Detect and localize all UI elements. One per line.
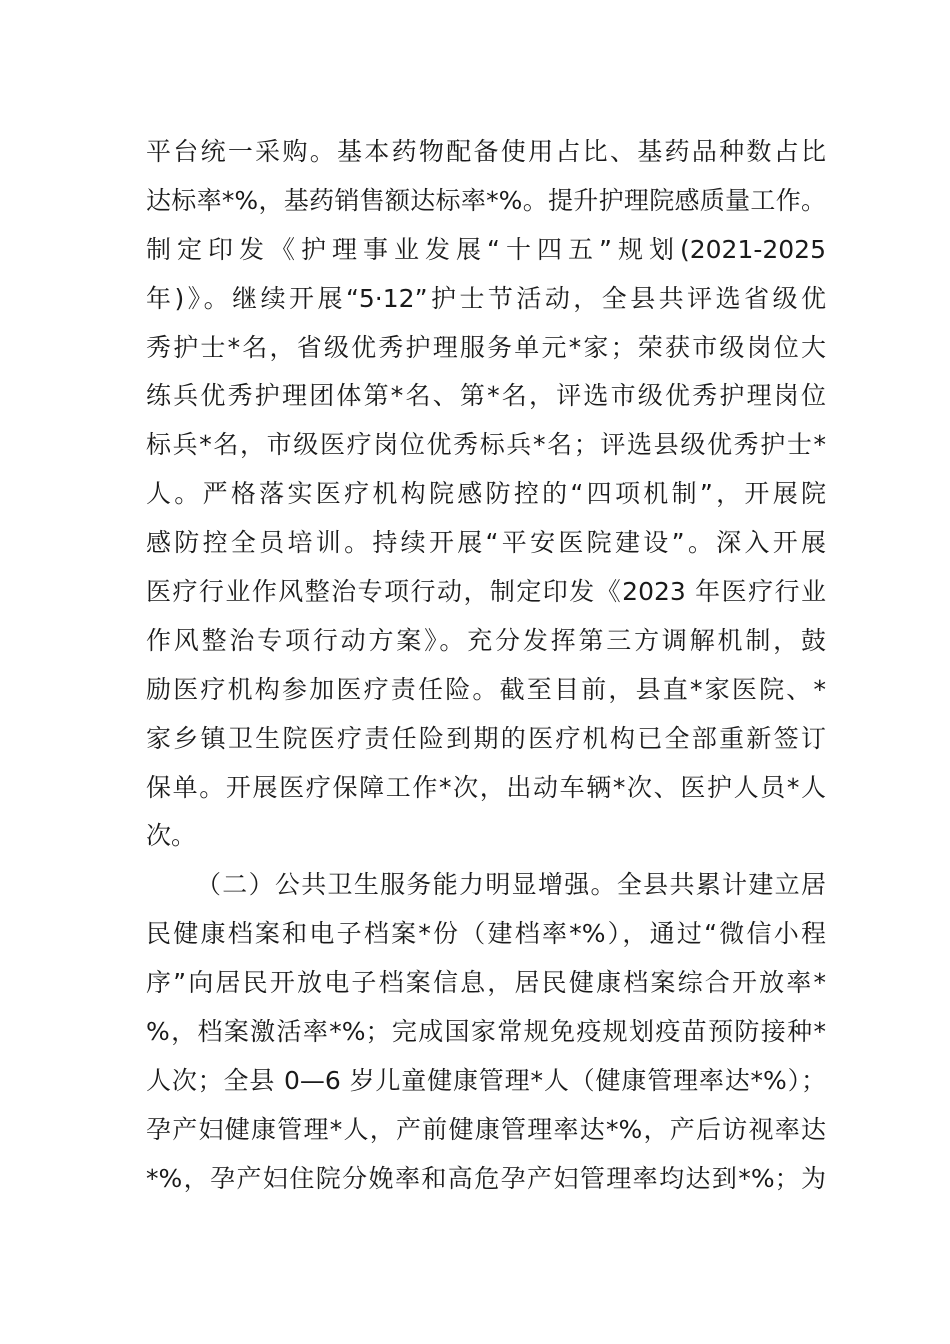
text-line: *%，孕产妇住院分娩率和高危孕产妇管理率均达到*%；为 — [146, 1163, 826, 1193]
text-line: 人。严格落实医疗机构院感防控的“四项机制”，开展院 — [146, 479, 826, 509]
paragraph-end-line: 次。 — [146, 821, 197, 851]
text-line: 保单。开展医疗保障工作*次，出动车辆*次、医护人员*人 — [146, 772, 826, 802]
text-line: 人次；全县 0—6 岁儿童健康管理*人（健康管理率达*%）； — [146, 1065, 826, 1095]
text-line: 家乡镇卫生院医疗责任险到期的医疗机构已全部重新签订 — [146, 723, 826, 753]
text-line: 孕产妇健康管理*人，产前健康管理率达*%，产后访视率达 — [146, 1114, 826, 1144]
text-line: 励医疗机构参加医疗责任险。截至目前，县直*家医院、* — [146, 674, 826, 704]
text-line: 年)》。继续开展“5·12”护士节活动，全县共评选省级优 — [146, 283, 826, 313]
text-line: 医疗行业作风整治专项行动，制定印发《2023 年医疗行业 — [146, 577, 826, 607]
text-line: 标兵*名，市级医疗岗位优秀标兵*名；评选县级优秀护士* — [146, 430, 826, 460]
text-line: %，档案激活率*%；完成国家常规免疫规划疫苗预防接种* — [146, 1017, 826, 1047]
text-line: 练兵优秀护理团体第*名、第*名，评选市级优秀护理岗位 — [146, 381, 826, 411]
text-line: 秀护士*名，省级优秀护理服务单元*家；荣获市级岗位大 — [146, 332, 826, 362]
text-line: 平台统一采购。基本药物配备使用占比、基药品种数占比 — [146, 137, 826, 166]
text-line: 序”向居民开放电子档案信息，居民健康档案综合开放率* — [146, 968, 826, 998]
text-line: 感防控全员培训。持续开展“平安医院建设”。深入开展 — [146, 528, 826, 558]
document-body — [146, 128, 826, 1204]
text-line: 民健康档案和电子档案*份（建档率*%），通过“微信小程 — [146, 919, 826, 949]
section-heading-line: （二）公共卫生服务能力明显增强。全县共累计建立居 — [196, 870, 826, 900]
text-line: 制定印发《护理事业发展“十四五”规划(2021-2025 — [146, 234, 826, 264]
text-line: 达标率*%，基药销售额达标率*%。提升护理院感质量工作。 — [146, 185, 826, 215]
text-line: 作风整治专项行动方案》。充分发挥第三方调解机制，鼓 — [146, 625, 826, 655]
